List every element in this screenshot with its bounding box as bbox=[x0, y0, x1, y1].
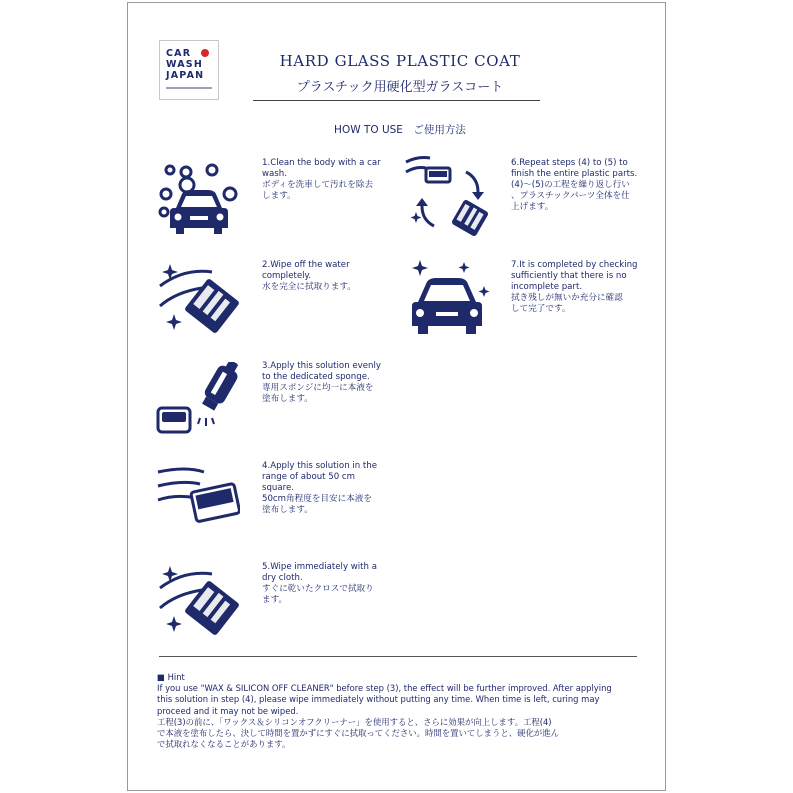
wipe-cloth-icon bbox=[156, 262, 240, 334]
hint-text-en: If you use "WAX & SILICON OFF CLEANER" before step (3), the effect will be further improved. After applying this solution in step (4), please wipe immediately without putting any time. When time is left, curing may proceed and it may not be wiped. bbox=[157, 683, 612, 716]
car-wash-japan-logo bbox=[159, 40, 219, 100]
step-6 bbox=[511, 158, 651, 213]
hint-divider bbox=[159, 656, 637, 657]
title-divider bbox=[253, 100, 540, 101]
logo-line-1: CAR bbox=[166, 48, 192, 59]
step-6-ja: (4)～(5)の工程を繰り返し行い 、プラスチックパーツ全体を仕 上げます。 bbox=[511, 180, 630, 212]
step-5-ja: すぐに乾いたクロスで拭取り ます。 bbox=[262, 584, 374, 605]
bottle-sponge-icon bbox=[156, 362, 240, 438]
step-7 bbox=[511, 260, 651, 315]
step-4 bbox=[262, 461, 402, 516]
wipe-cloth-icon bbox=[156, 564, 240, 636]
sponge-apply-icon bbox=[156, 462, 240, 528]
step-2-en: 2.Wipe off the water completely. bbox=[262, 260, 350, 281]
hint-text-ja: 工程(3)の前に、「ワックス＆シリコンオフクリーナー」を使用すると、さらに効果が向上します。工程(4) で本液を塗布したら、決して時間を置かずにすぐに拭取ってください。時間を置いてしまうと、硬化が進ん で拭取れなくなることがあります。 bbox=[157, 716, 559, 750]
hint-section bbox=[157, 672, 639, 750]
logo-red-dot bbox=[201, 49, 209, 57]
step-3 bbox=[262, 361, 402, 405]
logo-line-2: WASH bbox=[166, 59, 203, 70]
how-to-use-heading: HOW TO USE ご使用方法 bbox=[334, 124, 466, 136]
hint-heading: ■ Hint bbox=[157, 672, 185, 682]
step-4-en: 4.Apply this solution in the range of about 50 cm square. bbox=[262, 461, 378, 493]
step-1-ja: ボディを洗車して汚れを除去 します。 bbox=[262, 180, 374, 201]
step-5 bbox=[262, 562, 402, 606]
car-wash-icon bbox=[156, 160, 240, 240]
product-title-ja: プラスチック用硬化型ガラスコート bbox=[296, 80, 504, 95]
step-2-ja: 水を完全に拭取ります。 bbox=[262, 282, 356, 292]
step-4-ja: 50cm角程度を目安に本液を 塗布します。 bbox=[262, 494, 372, 515]
step-5-en: 5.Wipe immediately with a dry cloth. bbox=[262, 562, 377, 583]
step-2 bbox=[262, 260, 402, 293]
step-1 bbox=[262, 158, 402, 202]
product-title-en: HARD GLASS PLASTIC COAT bbox=[279, 52, 521, 70]
step-1-en: 1.Clean the body with a car wash. bbox=[262, 158, 381, 179]
repeat-cycle-icon bbox=[404, 154, 498, 240]
step-7-en: 7.It is completed by checking sufficiently that there is no incomplete part. bbox=[511, 260, 638, 292]
logo-tagline-mark bbox=[166, 87, 212, 89]
step-7-ja: 拭き残しが無いか充分に確認 して完了です。 bbox=[511, 293, 623, 314]
logo-line-3: JAPAN bbox=[166, 70, 205, 81]
step-6-en: 6.Repeat steps (4) to (5) to finish the entire plastic parts. bbox=[511, 158, 638, 179]
sparkling-car-icon bbox=[404, 258, 494, 338]
step-3-en: 3.Apply this solution evenly to the dedicated sponge. bbox=[262, 361, 381, 382]
step-3-ja: 専用スポンジに均一に本液を 塗布します。 bbox=[262, 383, 374, 404]
